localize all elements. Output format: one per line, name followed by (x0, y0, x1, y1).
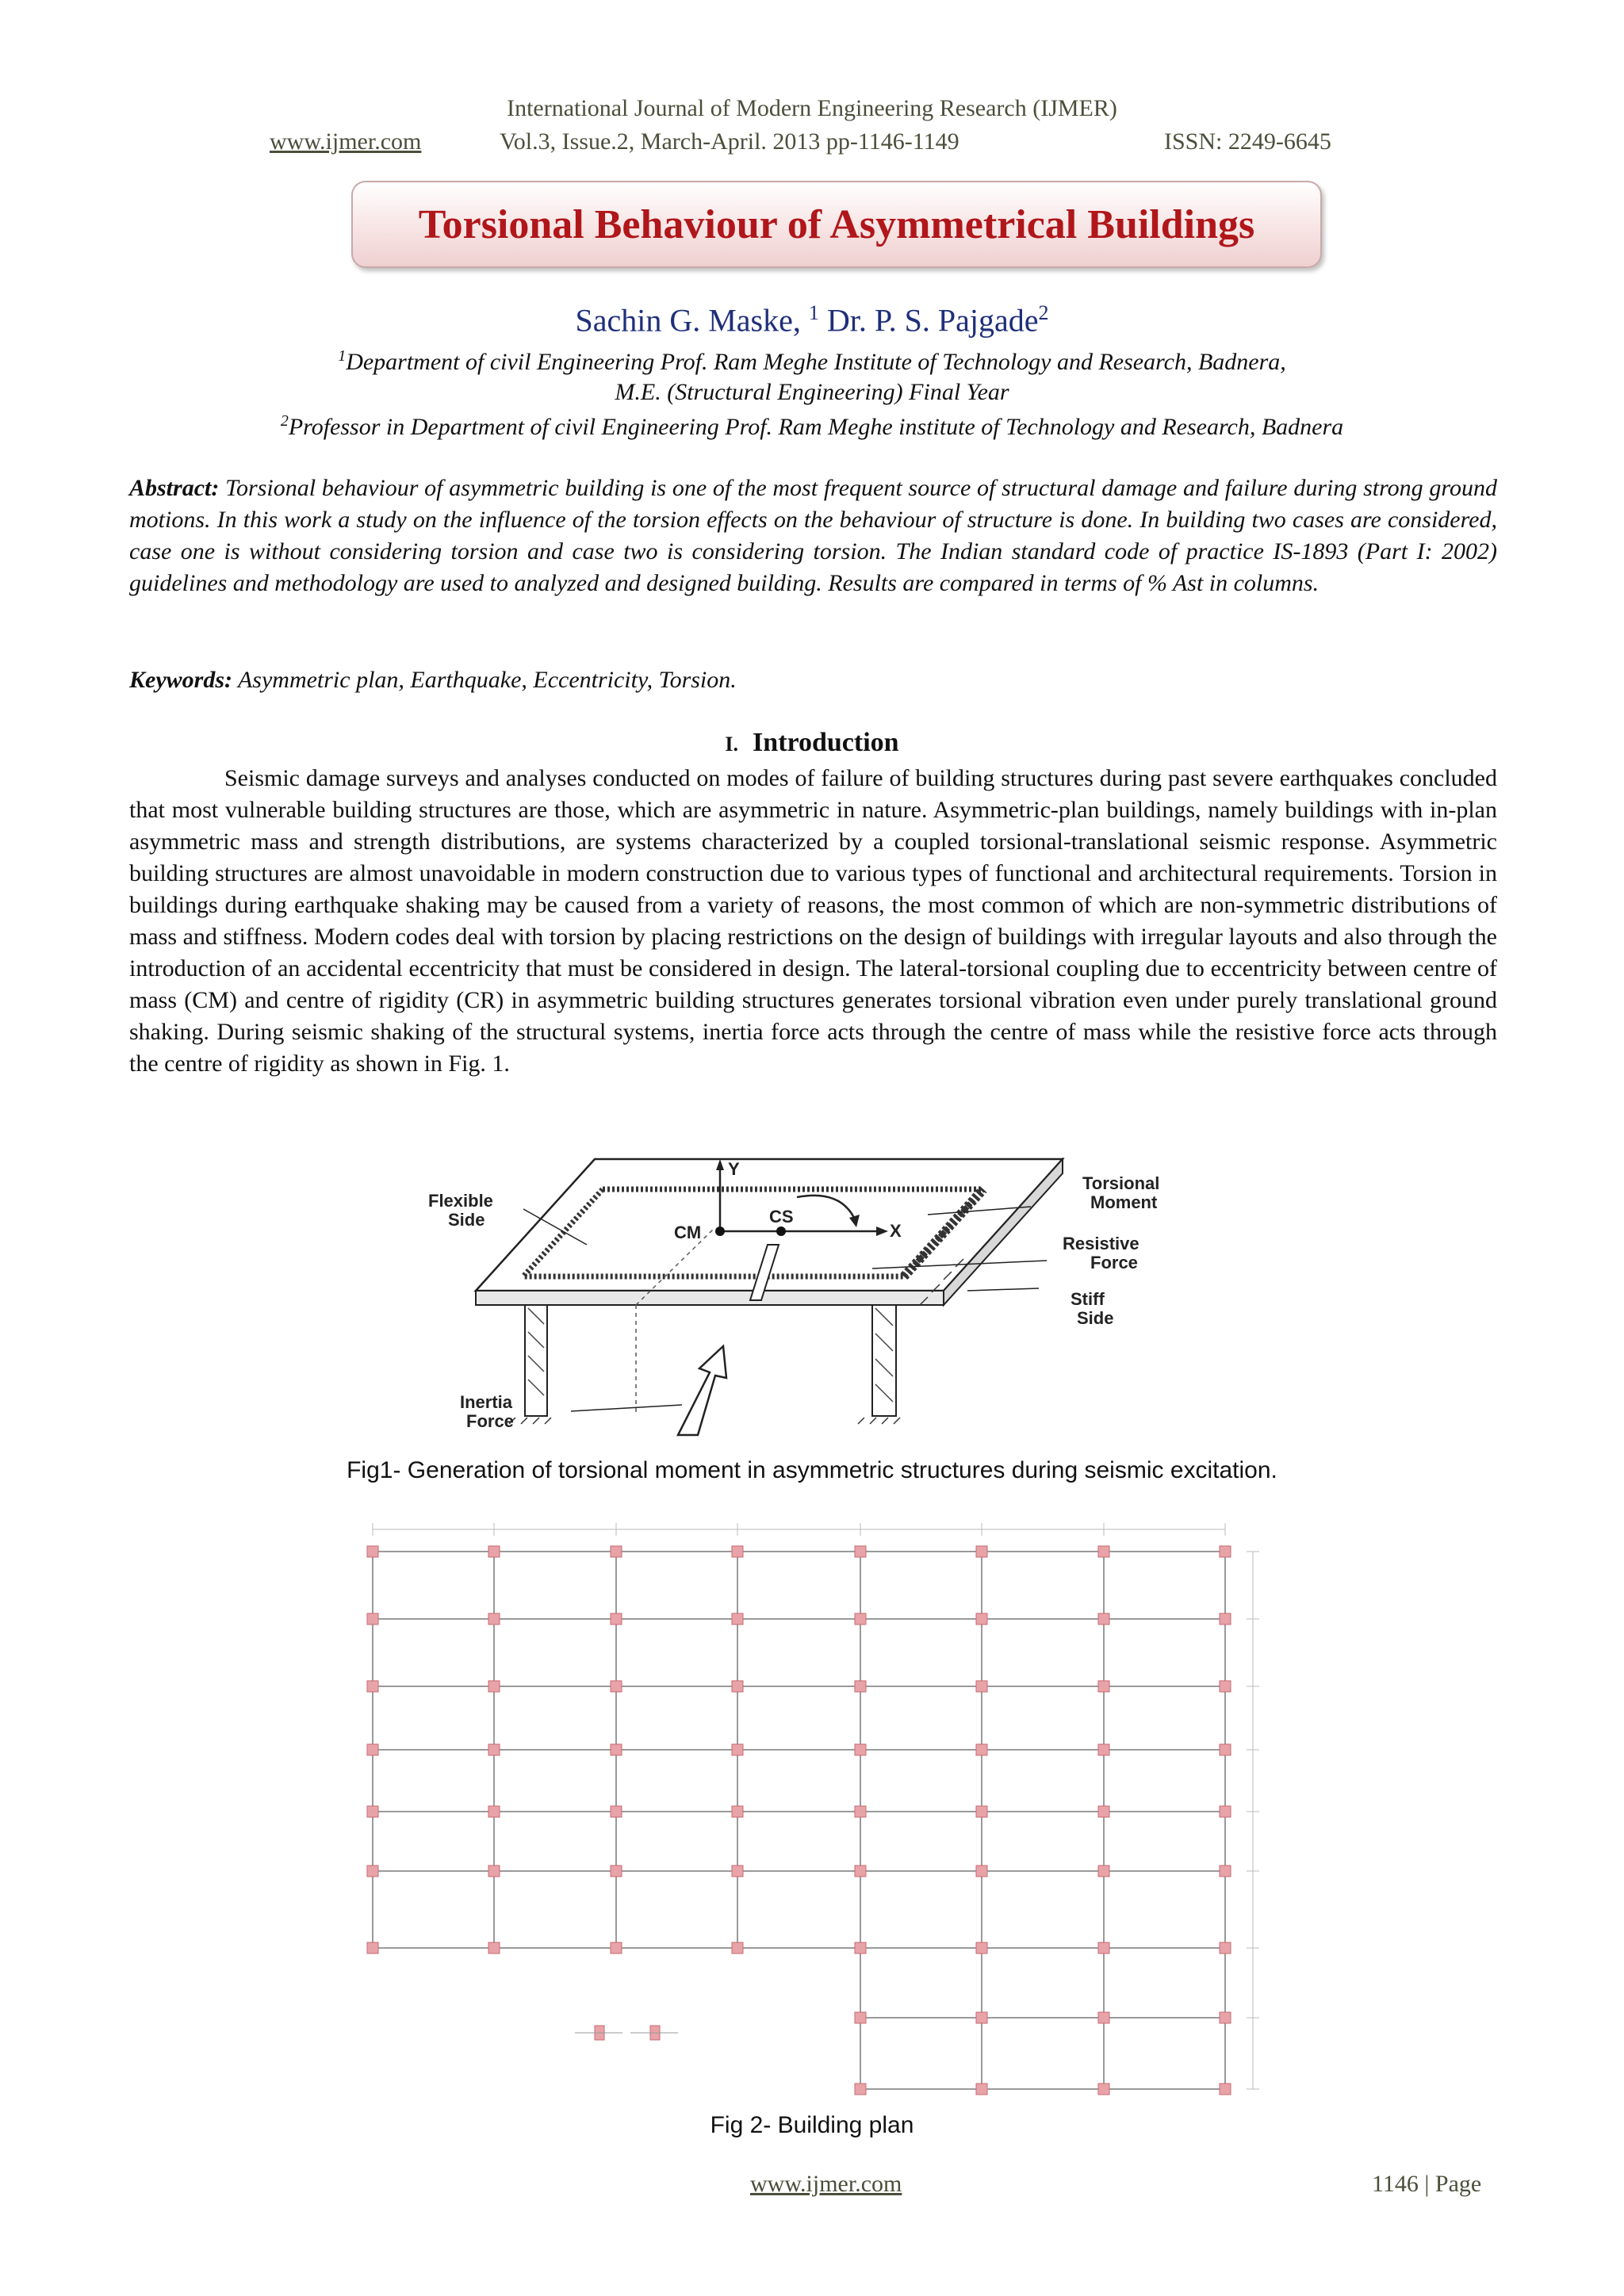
plan-column (1098, 1613, 1109, 1624)
plan-column (488, 1744, 500, 1755)
title-banner (351, 181, 1322, 268)
plan-column (367, 1806, 378, 1817)
plan-column (488, 1546, 500, 1557)
plan-column (855, 2012, 866, 2023)
intro-text: Seismic damage surveys and analyses conducted on modes of failure of building structures during past severe earthquakes concluded that most vulnerable building structures are those, which are asymmetric in nature. Asymmetric-plan buildings, namely buildings with in-plan asymmetric mass and strength distributions, are systems characterized by a coupled torsional-translational seismic response. Asymmetric building structures are almost unavoidable in modern construction due to various types of functional and architectural requirements. Torsion in buildings during earthquake shaking may be caused from a variety of reasons, the most common of which are non-symmetric distributions of mass and stiffness. Modern codes deal with torsion by placing restrictions on the design of buildings with irregular layouts and also through the introduction of an accidental eccentricity that must be considered in design. The lateral-torsional coupling due to eccentricity between centre of mass (CM) and centre of rigidity (CR) in asymmetric building structures generates torsional vibration even under purely translational ground shaking. During seismic shaking of the structural systems, inertia force acts through the centre of mass while the resistive force acts through the centre of rigidity as shown in Fig. 1. (129, 765, 1497, 1077)
fig1-flexible-label: Flexible (428, 1191, 493, 1211)
figure-1-torsion-diagram (412, 1150, 1245, 1443)
plan-column (611, 1942, 622, 1954)
plan-column (732, 1942, 743, 1954)
plan-column (976, 1942, 987, 1954)
plan-column (488, 1613, 500, 1624)
plan-column (1098, 1744, 1109, 1755)
abstract-text: Torsional behaviour of asymmetric building is one of the most frequent source of structural damage and failure during strong ground motions. In this work a study on the influence of the torsion effects on the behaviour of structure is done. In building two cases are considered, case one is without considering torsion and case two is considering torsion. The Indian standard code of practice IS-1893 (Part I: 2002) guidelines and methodology are used to analyzed and designed building. Results are compared in terms of % Ast in columns. (129, 475, 1497, 596)
plan-column (367, 1613, 378, 1624)
plan-column (611, 1806, 622, 1817)
journal-name: International Journal of Modern Engineering Research (IJMER) (507, 95, 1117, 121)
plan-column (1098, 2084, 1109, 2095)
plan-column (1220, 1866, 1231, 1877)
plan-column (611, 1546, 622, 1557)
author-2-sup: 2 (1038, 301, 1049, 324)
figure-2-caption: Fig 2- Building plan (710, 2112, 914, 2138)
plan-column (976, 1613, 987, 1624)
plan-column (488, 1866, 500, 1877)
plan-column (1098, 1866, 1109, 1877)
keywords-text: Asymmetric plan, Earthquake, Eccentricity, Torsion. (232, 667, 737, 693)
plan-column (855, 1806, 866, 1817)
affil-1-mark: 1 (338, 347, 347, 365)
affiliation-1-line2: M.E. (Structural Engineering) Final Year (615, 379, 1009, 405)
fig1-side-label: Side (448, 1210, 485, 1230)
keywords-label: Keywords: (129, 667, 232, 693)
section-title: Introduction (753, 728, 899, 757)
affil-1-text: Department of civil Engineering Prof. Ram Meghe Institute of Technology and Research, Badnera, (346, 349, 1286, 375)
plan-column (855, 1942, 866, 1954)
journal-url-link[interactable]: www.ijmer.com (270, 128, 422, 155)
fig1-resistive-force-label: Force (1090, 1253, 1138, 1272)
affil-2-text: Professor in Department of civil Engineering Prof. Ram Meghe institute of Technology and Research, Badnera (288, 414, 1344, 440)
plan-column (855, 1546, 866, 1557)
plan-column (732, 1866, 743, 1877)
plan-column (1220, 1681, 1231, 1692)
plan-column (976, 2012, 987, 2023)
plan-column (855, 1744, 866, 1755)
paper-title: Torsional Behaviour of Asymmetrical Buildings (418, 201, 1255, 247)
plan-column (1098, 1942, 1109, 1954)
fig1-y-label: Y (728, 1159, 740, 1179)
plan-column (855, 1681, 866, 1692)
plan-column (1098, 1546, 1109, 1557)
plan-column (367, 1744, 378, 1755)
plan-column (611, 1866, 622, 1877)
affiliation-2 (0, 412, 1624, 441)
affil-2-mark: 2 (280, 412, 289, 430)
plan-column (976, 1744, 987, 1755)
plan-column (1098, 2012, 1109, 2023)
fig1-resistive-label: Resistive (1063, 1234, 1139, 1253)
plan-column (855, 1613, 866, 1624)
fig1-inertia-force-label: Force (466, 1411, 514, 1431)
plan-column (976, 2084, 987, 2095)
fig1-inertia-label: Inertia (460, 1392, 513, 1412)
issn: ISSN: 2249-6645 (1164, 128, 1331, 155)
plan-column (976, 1681, 987, 1692)
plan-column (732, 1613, 743, 1624)
volume-info: Vol.3, Issue.2, March-April. 2013 pp-1146-1149 (500, 128, 959, 155)
plan-column (1220, 1613, 1231, 1624)
plan-column (1098, 1806, 1109, 1817)
section-heading (0, 728, 1624, 758)
plan-column (855, 2084, 866, 2095)
affiliation-1 (0, 347, 1624, 376)
fig1-stiff-label: Stiff (1071, 1289, 1105, 1309)
plan-column (1220, 1546, 1231, 1557)
abstract-label: Abstract: (129, 475, 220, 501)
plan-column (976, 1866, 987, 1877)
footer-url-link[interactable]: www.ijmer.com (750, 2171, 902, 2197)
plan-column (732, 1546, 743, 1557)
plan-column (1220, 2012, 1231, 2023)
plan-column (732, 1806, 743, 1817)
plan-column (732, 1681, 743, 1692)
section-number: I. (725, 733, 739, 756)
plan-column (367, 1942, 378, 1954)
fig1-stiff-side-label: Side (1077, 1308, 1114, 1328)
fig1-torsional-label: Torsional (1082, 1173, 1160, 1193)
plan-column (611, 1613, 622, 1624)
plan-column (488, 1681, 500, 1692)
figure-1-caption: Fig1- Generation of torsional moment in asymmetric structures during seismic excitation. (347, 1457, 1277, 1483)
plan-column (367, 1866, 378, 1877)
plan-column (611, 1744, 622, 1755)
plan-column (367, 1681, 378, 1692)
plan-column (488, 1806, 500, 1817)
plan-column (1220, 1942, 1231, 1954)
fig1-cm-label: CM (674, 1223, 702, 1242)
fig1-moment-label: Moment (1090, 1192, 1158, 1212)
authors (0, 301, 1624, 339)
plan-column (976, 1806, 987, 1817)
fig1-cs-label: CS (769, 1207, 794, 1226)
plan-column (976, 1546, 987, 1557)
plan-column (488, 1942, 500, 1954)
author-1: Sachin G. Maske, (575, 302, 809, 339)
plan-column (1220, 1806, 1231, 1817)
footer-page-number: 1146 | Page (1372, 2171, 1482, 2197)
abstract (129, 473, 1497, 599)
plan-column (732, 1744, 743, 1755)
plan-column (1098, 1681, 1109, 1692)
plan-column (855, 1866, 866, 1877)
author-2-affil-mark: 1 (808, 301, 819, 324)
figure-2-building-plan (341, 1518, 1293, 2105)
plan-column (1220, 2084, 1231, 2095)
plan-column (367, 1546, 378, 1557)
plan-legend-symbols (575, 2026, 678, 2040)
author-2: Dr. P. S. Pajgade (818, 302, 1039, 339)
intro-paragraph (129, 763, 1497, 1080)
plan-column (611, 1681, 622, 1692)
plan-column (1220, 1744, 1231, 1755)
fig1-x-label: X (890, 1221, 902, 1241)
keywords (129, 664, 1497, 696)
